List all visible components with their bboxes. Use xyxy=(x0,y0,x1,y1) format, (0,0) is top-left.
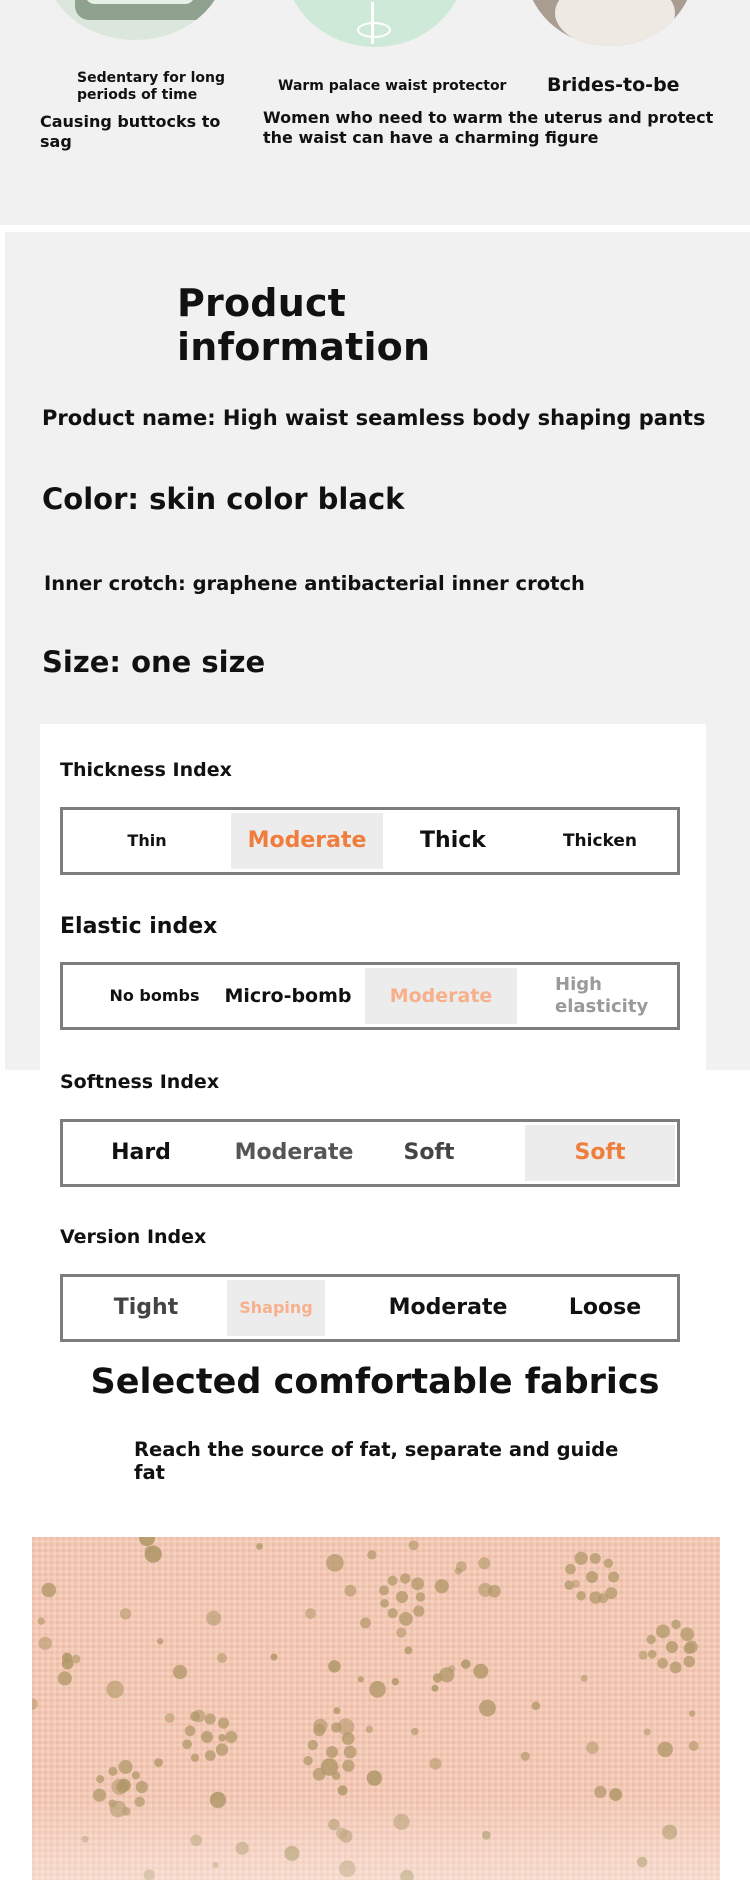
fabric-photo xyxy=(32,1537,720,1880)
scenario-section xyxy=(0,0,750,225)
elastic-option-high-elasticity: High elasticity xyxy=(555,974,649,1017)
scenario-image-bride xyxy=(525,0,695,46)
fabric-texture xyxy=(32,1537,720,1880)
version-option-shaping: Shaping xyxy=(227,1280,325,1336)
softness-index-label: Softness Index xyxy=(60,1071,220,1093)
elastic-option-micro-bomb: Micro-bomb xyxy=(224,985,352,1007)
product-size: Size: one size xyxy=(42,645,266,679)
product-inner-crotch: Inner crotch: graphene antibacterial inner crotch xyxy=(44,572,585,595)
elastic-index-scale xyxy=(60,962,680,1030)
index-card xyxy=(40,724,706,1374)
elastic-option-moderate: Moderate xyxy=(365,968,517,1024)
version-option-moderate: Moderate xyxy=(388,1295,508,1320)
scenario-image-waist xyxy=(285,0,465,47)
fabrics-title: Selected comfortable fabrics xyxy=(90,1362,660,1402)
version-index-label: Version Index xyxy=(60,1226,207,1248)
page-title: Product information xyxy=(177,281,431,369)
scenario-image-sitting xyxy=(45,0,225,40)
scenario-2-caption: Warm palace waist protector xyxy=(278,78,507,94)
softness-index-scale xyxy=(60,1119,680,1187)
elastic-index-label: Elastic index xyxy=(60,914,218,939)
scenario-3-title: Brides-to-be xyxy=(547,74,680,96)
thickness-option-thicken: Thicken xyxy=(562,831,638,851)
scenario-2-title: Women who need to warm the uterus and protect the waist can have a charming figure xyxy=(263,108,714,147)
thickness-option-thin: Thin xyxy=(127,831,167,850)
version-index-scale xyxy=(60,1274,680,1342)
fabrics-subtitle: Reach the source of fat, separate and guide fat xyxy=(134,1438,619,1484)
softness-option-soft: Soft xyxy=(403,1140,455,1165)
scenario-1-title: Causing buttocks to sag xyxy=(40,112,221,151)
softness-option-moderate: Moderate xyxy=(234,1140,354,1165)
scenario-1-caption: Sedentary for long periods of time xyxy=(77,70,225,103)
product-color: Color: skin color black xyxy=(42,482,405,516)
softness-option-soft-selected: Soft xyxy=(525,1125,675,1181)
thickness-index-scale xyxy=(60,807,680,875)
version-option-loose: Loose xyxy=(568,1295,642,1320)
thickness-option-moderate: Moderate xyxy=(231,813,383,869)
softness-option-hard: Hard xyxy=(111,1140,171,1165)
thickness-index-label: Thickness Index xyxy=(60,759,232,781)
product-name: Product name: High waist seamless body shaping pants xyxy=(42,406,706,430)
thickness-option-thick: Thick xyxy=(420,828,486,853)
elastic-option-no-bombs: No bombs xyxy=(109,986,200,1005)
version-option-tight: Tight xyxy=(113,1295,179,1320)
